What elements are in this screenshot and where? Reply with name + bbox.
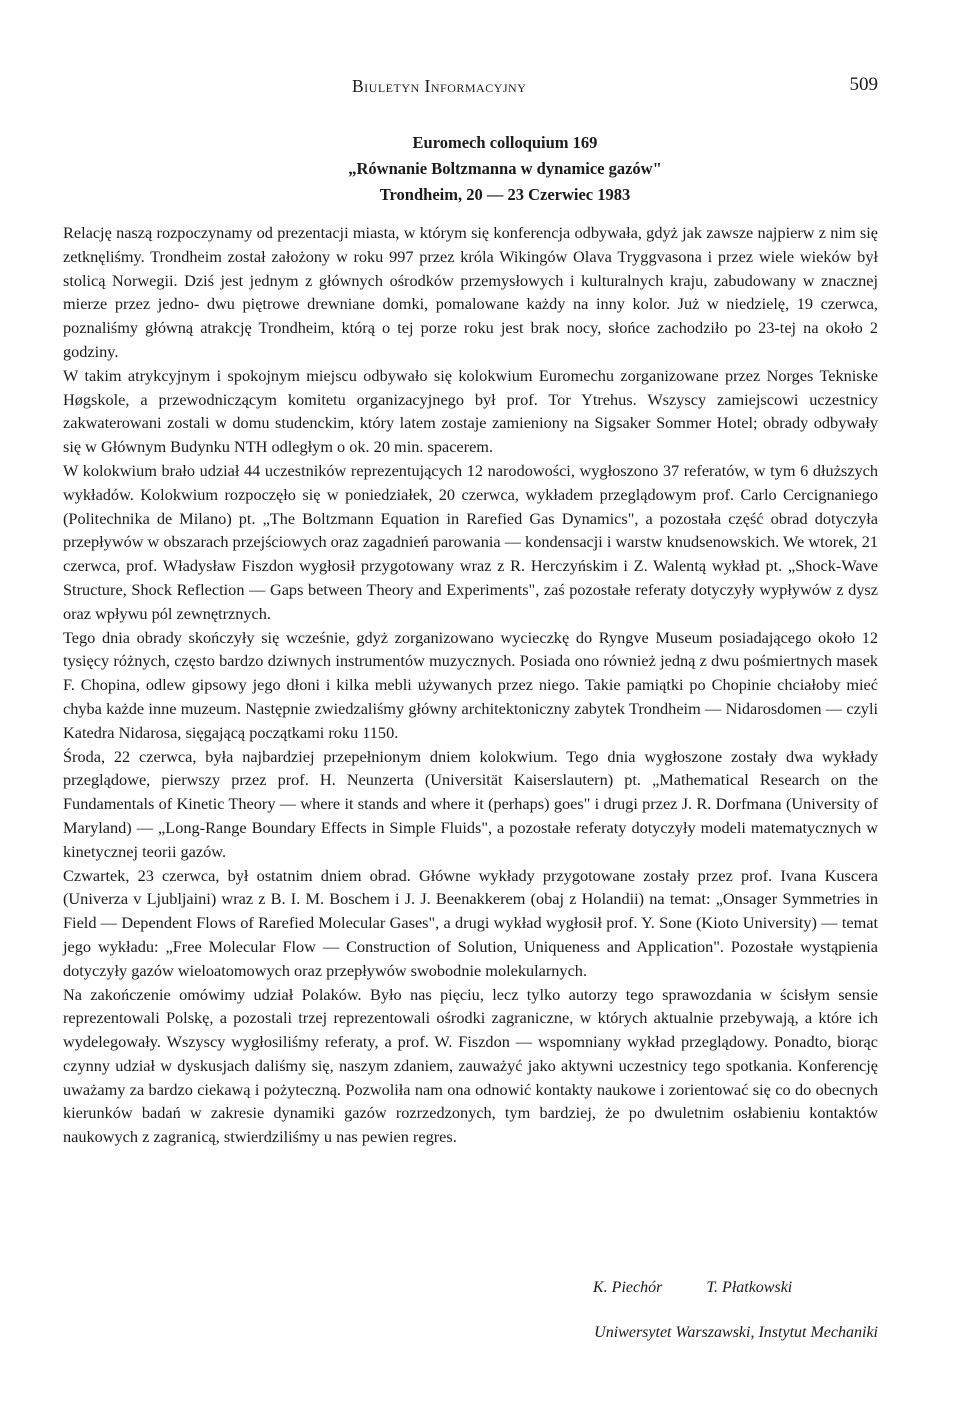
author-name: T. Płatkowski (706, 1279, 793, 1296)
paragraph: Środa, 22 czerwca, była najbardziej przepełnionym dniem kolokwium. Tego dnia wygłoszone zostały dwa wykłady przeglądowe, pierwszy przez prof. H. Neunzerta (Universität Kaiserslautern) pt. „Mathematical Research on the Fundamentals of Kinetic Theory — where it stands and where it (perhaps) goes" i drugi przez J. R. Dorfmana (University of Maryland) — „Long-Range Boundary Effects in Simple Fluids", a pozostałe referaty dotyczyły modeli matematycznych w kinetycznej teorii gazów. (63, 746, 878, 861)
running-head: Biuletyn Informacyjny (352, 76, 527, 96)
author-name: K. Piechór (593, 1279, 663, 1296)
paragraph: Tego dnia obrady skończyły się wcześnie, gdyż zorganizowano wycieczkę do Ryngve Museum posiadającego około 12 tysięcy różnych, często bardzo dziwnych instrumentów muzycznych. Posiada ono również jedną z dwu pośmiertnych masek F. Chopina, odlew gipsowy jego dłoni i kilka mebli używanych przez niego. Takie pamiątki po Chopinie chciałoby mieć chyba każde inne muzeum. Następnie zwiedzaliśmy główny architektoniczny zabytek Trondheim — Nidarosdomen — czyli Katedra Nidarosa, sięgającą początkami roku 1150. (63, 627, 878, 742)
paragraph: W kolokwium brało udział 44 uczestników reprezentujących 12 narodowości, wygłoszono 37 referatów, w tym 6 dłuższych wykładów. Kolokwium rozpoczęło się w poniedziałek, 20 czerwca, wykładem przeglądowym prof. Carlo Cercignaniego (Politechnika de Milano) pt. „The Boltzmann Equation in Rarefied Gas Dynamics", a pozostała część obrad dotyczyła przepływów w obszarach przejściowych oraz zagadnień parowania — kondensacji i warstw knudsenowskich. We wtorek, 21 czerwca, prof. Władysław Fiszdon wygłosił przygotowany wraz z R. Herczyńskim i Z. Walentą wykład pt. „Shock-Wave Structure, Shock Reflection — Gaps between Theory and Experiments", zaś pozostałe referaty dotyczyły wypływów z dysz oraz wpływu pól zewnętrznych. (63, 460, 878, 623)
colloquium-title: Euromech colloquium 169 (412, 133, 598, 152)
author-names (593, 1279, 792, 1297)
paragraph: Relację naszą rozpoczynamy od prezentacji miasta, w którym się konferencja odbywała, gdyż jak zawsze najpierw z nim się zetknęliśmy. Trondheim został założony w roku 997 przez króla Wikingów Olava Tryggvasona i przez wiele wieków był stolicą Norwegii. Dziś jest jednym z głównych ośrodków przemysłowych i kulturalnych kraju, zabudowany w znacznej mierze przez jedno- dwu piętrowe drewniane domki, pomalowane każdy na inny kolor. Już w niedzielę, 19 czerwca, poznaliśmy główną atrakcję Trondheim, którą o tej porze roku jest brak nocy, słońce zachodziło po 23-tej na około 2 godziny. (63, 223, 878, 361)
colloquium-subtitle: „Równanie Boltzmanna w dynamice gazów" (348, 159, 662, 178)
article-title-block (0, 130, 960, 208)
paragraph: W takim atrykcyjnym i spokojnym miejscu odbywało się kolokwium Euromechu zorganizowane przez Norges Tekniske Høgskole, a przewodniczącym komitetu organizacyjnego był prof. Tor Ytrehus. Wszyscy zamiejscowi uczestnicy zakwaterowani zostali w domu studenckim, który latem zostaje zamieniony na Sigsaker Sommer Hotel; obrady odbywały się w Głównym Budynku NTH odległym o ok. 20 min. spacerem. (63, 365, 878, 457)
colloquium-location-date: Trondheim, 20 — 23 Czerwiec 1983 (379, 185, 631, 204)
paragraph: Na zakończenie omówimy udział Polaków. Było nas pięciu, lecz tylko autorzy tego sprawozdania w ścisłym sensie reprezentowali Polskę, a pozostali trzej reprezentowali ośrodki zagraniczne, w których aktualnie przebywają, a które ich wydelegowały. Wszyscy wygłosiliśmy referaty, a prof. W. Fiszdon — wspomniany wykład przeglądowy. Ponadto, biorąc czynny udział w dyskusjach daliśmy się, naszym zdaniem, zauważyć jako aktywni uczestnicy tego spotkania. Konferencję uważamy za bardzo ciekawą i pożyteczną. Pozwoliła nam ona odnowić kontakty naukowe i zorientować się co do obecnych kierunków badań w zakresie dynamiki gazów rozrzedzonych, tym bardziej, że po dwuletnim osłabieniu kontaktów naukowych z zagranicą, stwierdziliśmy u nas pewien regres. (63, 984, 878, 1147)
page-number: 509 (849, 74, 878, 95)
author-affiliation: Uniwersytet Warszawski, Instytut Mechaniki (594, 1324, 878, 1341)
article-body (63, 221, 878, 1149)
paragraph: Czwartek, 23 czerwca, był ostatnim dniem obrad. Główne wykłady przygotowane zostały przez prof. Ivana Kuscera (Univerza v Ljubljaini) wraz z B. I. M. Boschem i J. J. Beenakkerem (obaj z Holandii) na temat: „Onsager Symmetries in Field — Dependent Flows of Rarefied Molecular Gases", a drugi wykład wygłosił prof. Y. Sone (Kioto University) — temat jego wykładu: „Free Molecular Flow — Construction of Solution, Uniqueness and Application". Pozostałe wystąpienia dotyczyły gazów wieloatomowych oraz przepływów swobodnie molekularnych. (63, 865, 878, 980)
